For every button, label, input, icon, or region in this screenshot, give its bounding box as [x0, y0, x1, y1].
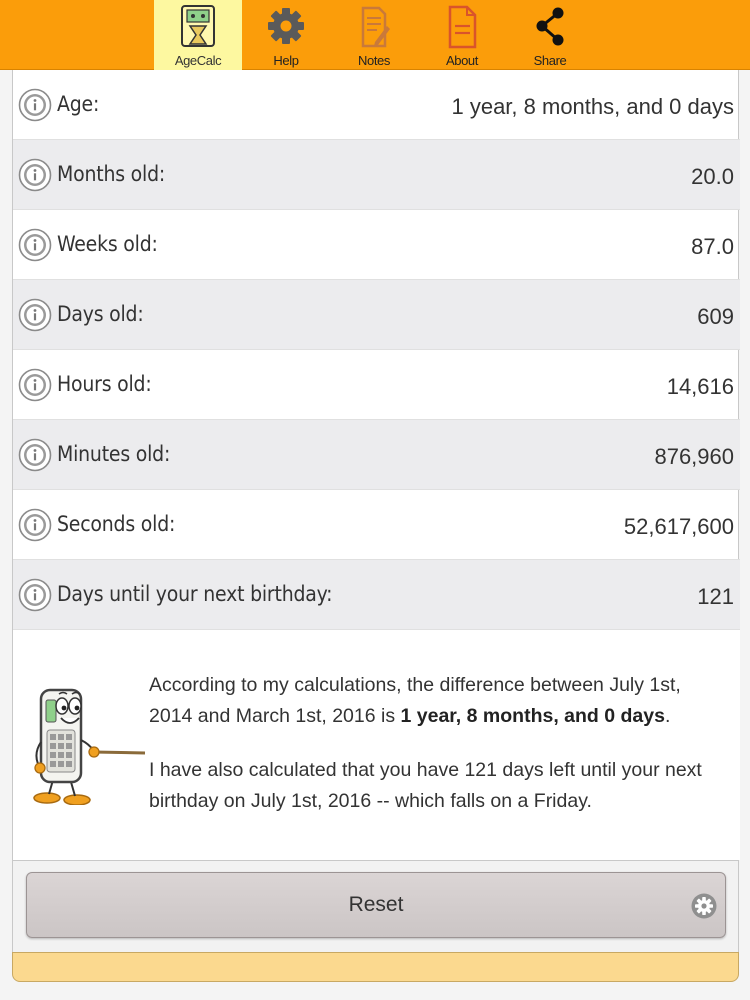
info-icon[interactable] [18, 228, 52, 262]
result-label: Months old: [57, 162, 166, 186]
result-row-age [13, 70, 740, 140]
result-label: Age: [57, 92, 100, 116]
result-label: Hours old: [57, 372, 152, 396]
tab-label: AgeCalc [174, 53, 222, 68]
top-tab-bar [0, 0, 750, 70]
hourglass-icon [179, 4, 217, 50]
result-row-minutes [13, 420, 740, 490]
result-row-weeks [13, 210, 740, 280]
result-value: 121 [697, 584, 734, 609]
results-panel [12, 70, 739, 860]
tab-label: Help [273, 53, 299, 68]
footer-bar [12, 952, 739, 982]
calculation-summary [13, 630, 740, 860]
info-icon[interactable] [18, 88, 52, 122]
result-label: Days until your next birthday: [57, 582, 333, 606]
result-value: 609 [697, 304, 734, 329]
info-icon[interactable] [18, 438, 52, 472]
summary-text-end: . [664, 705, 671, 727]
tab-label: Share [533, 53, 567, 68]
result-label: Days old: [57, 302, 144, 326]
result-value: 1 year, 8 months, and 0 days [451, 94, 734, 119]
info-icon[interactable] [18, 298, 52, 332]
summary-paragraph-birthday: I have also calculated that you have 121 days left until your next birthday on July 1st, 2016 -- which falls on a Friday. [149, 759, 702, 812]
info-icon[interactable] [18, 368, 52, 402]
summary-age-highlight: 1 year, 8 months, and 0 days [400, 705, 665, 727]
info-icon[interactable] [18, 508, 52, 542]
result-label: Minutes old: [57, 442, 171, 466]
result-row-next-birthday [13, 560, 740, 630]
tab-label: About [446, 53, 478, 68]
document-icon [443, 4, 481, 50]
bottom-bar [12, 860, 739, 952]
result-label: Seconds old: [57, 512, 176, 536]
result-row-hours [13, 350, 740, 420]
result-row-months [13, 140, 740, 210]
result-value: 20.0 [691, 164, 734, 189]
result-value: 14,616 [666, 374, 734, 399]
result-value: 87.0 [691, 234, 734, 259]
tab-share[interactable] [506, 0, 594, 70]
tab-label: Notes [358, 53, 390, 68]
calculator-mascot-illustration [33, 670, 148, 805]
result-row-seconds [13, 490, 740, 560]
result-row-days [13, 280, 740, 350]
result-value: 876,960 [654, 444, 734, 469]
summary-text: According to my calculations, the difference between July 1st, 2014 and March 1st, 2016 is [149, 674, 681, 727]
notes-icon [355, 4, 393, 50]
tab-notes[interactable] [330, 0, 418, 70]
reset-button[interactable] [26, 872, 726, 938]
settings-gear-icon[interactable] [691, 893, 717, 919]
gear-icon [267, 4, 305, 50]
tab-about[interactable] [418, 0, 506, 70]
info-icon[interactable] [18, 158, 52, 192]
tab-help[interactable] [242, 0, 330, 70]
result-value: 52,617,600 [623, 514, 734, 539]
reset-label: Reset [348, 893, 404, 916]
tab-agecalc[interactable] [154, 0, 242, 70]
summary-paragraph-difference [149, 670, 729, 732]
share-icon [531, 4, 569, 50]
info-icon[interactable] [18, 578, 52, 612]
result-label: Weeks old: [57, 232, 158, 256]
